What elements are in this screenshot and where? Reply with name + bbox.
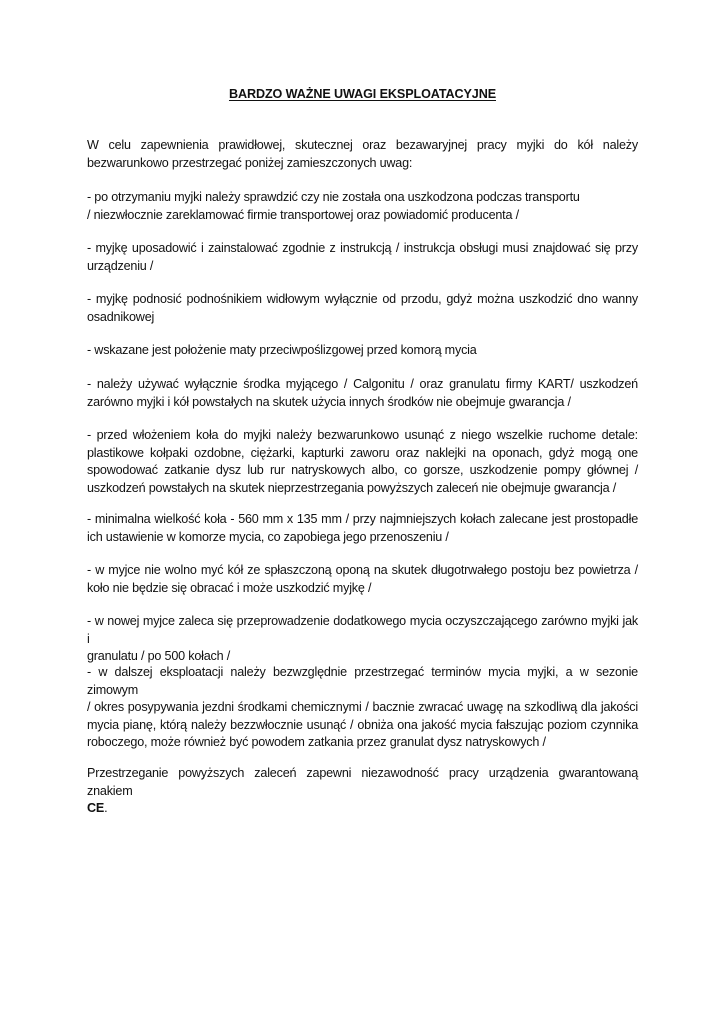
list-item-flat-tyre	[87, 562, 638, 597]
list-item-line: - myjkę podnosić podnośnikiem widłowym wyłącznie od przodu, gdyż można uszkodzić dno wanny	[87, 292, 638, 306]
list-item-line: - w nowej myjce zaleca się przeprowadzenie dodatkowego mycia oczyszczającego zarówno myjki jak i	[87, 614, 638, 646]
list-item-wheel-size	[87, 511, 638, 546]
list-item-line: - wskazane jest położenie maty przeciwpoślizgowej przed komorą mycia	[87, 343, 477, 357]
closing-period: .	[104, 801, 108, 815]
list-item-line: - należy używać wyłącznie środka myjącego / Calgonitu / oraz granulatu firmy KART/ uszkodzeń	[87, 377, 638, 391]
list-item-line: - po otrzymaniu myjki należy sprawdzić czy nie została ona uszkodzona podczas transportu	[87, 190, 580, 204]
list-item-line: koło nie będzie się obracać i może uszkodzić myjkę /	[87, 580, 372, 595]
list-item-wheel-parts	[87, 427, 638, 497]
closing-paragraph	[87, 765, 638, 818]
list-item-line: - w myjce nie wolno myć kół ze spłaszczoną oponą na skutek długotrwałego postoju bez powietrza /	[87, 563, 638, 577]
list-item-line: - w dalszej eksploatacji należy bezwzględnie przestrzegać terminów mycia myjki, a w sezonie zimowym	[87, 665, 638, 697]
list-item-line: - myjkę uposadowić i zainstalować zgodnie z instrukcją / instrukcja obsługi musi znajdować się przy	[87, 241, 638, 255]
list-item-line: spowodować zatkanie dysz lub rur natryskowych albo, co gorsze, uszkodzenie pompy głównej /	[87, 463, 638, 477]
list-item-lifting	[87, 291, 638, 326]
list-item-line: granulatu / po 500 kołach /	[87, 649, 231, 663]
intro-paragraph	[87, 137, 638, 172]
closing-line-1: Przestrzeganie powyższych zaleceń zapewni niezawodność pracy urządzenia gwarantowaną znakiem	[87, 766, 638, 798]
list-item-mat	[87, 342, 638, 360]
list-item-line: mycia pianę, którą należy bezzwłocznie usunąć / obniża ona jakość mycia fałszując poziom czynnika	[87, 717, 638, 732]
list-item-line: / okres posypywania jezdni środkami chemicznymi / bacznie zwracać uwagę na szkodliwą dla jakości	[87, 700, 638, 714]
list-item-detergent	[87, 376, 638, 411]
intro-line-2: bezwarunkowo przestrzegać poniżej zamieszczonych uwag:	[87, 155, 413, 170]
list-item-line: uszkodzeń powstałych na skutek nieprzestrzegania powyższych zaleceń nie obejmuje gwarancja /	[87, 480, 617, 495]
list-item-line: zarówno myjki i kół powstałych na skutek użycia innych środków nie obejmuje gwarancja /	[87, 394, 571, 409]
list-item-line: roboczego, może również być powodem zatkania przez granulat dysz natryskowych /	[87, 735, 546, 749]
closing-line-2	[87, 800, 638, 818]
list-item-line: ich ustawienie w komorze mycia, co zapobiega jego przenoszeniu /	[87, 529, 449, 544]
list-item-new-washer	[87, 613, 638, 666]
intro-line-1: W celu zapewnienia prawidłowej, skutecznej oraz bezawaryjnej pracy myjki do kół należy	[87, 138, 638, 152]
list-item-winter	[87, 664, 638, 752]
list-item-line: osadnikowej	[87, 309, 155, 324]
list-item-line: - przed włożeniem koła do myjki należy bezwarunkowo usunąć z niego wszelkie ruchome detale:	[87, 428, 638, 442]
list-item-installation	[87, 240, 638, 275]
ce-mark: CE	[87, 801, 105, 815]
list-item-line: plastikowe kołpaki ozdobne, ciężarki, kapturki zaworu oraz naklejki na oponach, gdyż mogą one	[87, 445, 638, 460]
list-item-line: / niezwłocznie zareklamować firmie transportowej oraz powiadomić producenta /	[87, 207, 519, 222]
document-title: BARDZO WAŻNE UWAGI EKSPLOATACYJNE	[228, 87, 496, 101]
list-item-line: urządzeniu /	[87, 258, 154, 273]
list-item-transport	[87, 189, 638, 224]
list-item-line: - minimalna wielkość koła - 560 mm x 135 mm / przy najmniejszych kołach zalecane jest prostopadłe	[87, 512, 638, 526]
